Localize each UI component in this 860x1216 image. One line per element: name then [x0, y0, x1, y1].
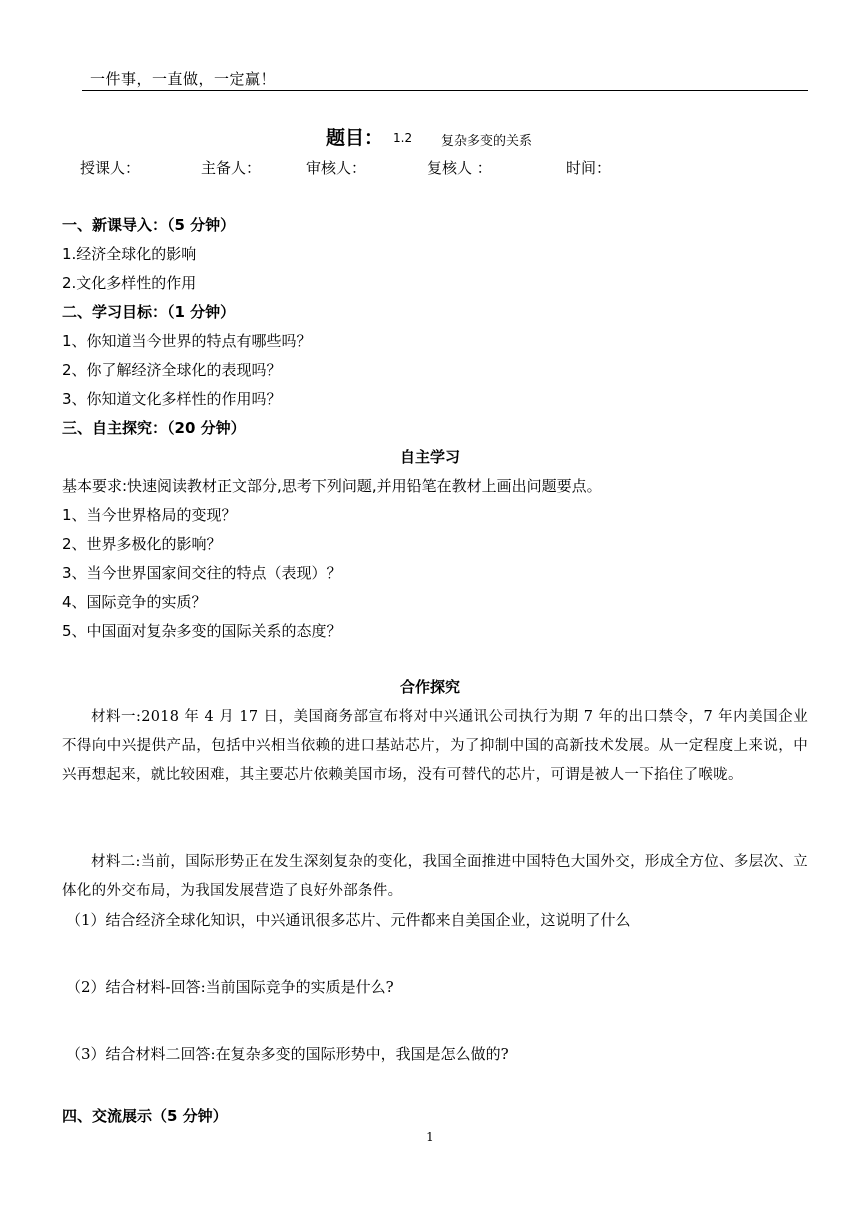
meta-time: 时间：	[566, 159, 612, 177]
study-question: 5、中国面对复杂多变的国际关系的态度？	[62, 622, 342, 640]
page-number: 1	[426, 1130, 434, 1144]
study-question: 2、世界多极化的影响？	[62, 535, 222, 553]
coop-question-3: （3）结合材料二回答:在复杂多变的国际形势中，我国是怎么做的?	[66, 1045, 509, 1063]
section1-item: 2.文化多样性的作用	[62, 274, 197, 292]
header-divider	[82, 90, 808, 91]
meta-teacher: 授课人：	[80, 159, 141, 177]
title-label: 题目：	[326, 127, 384, 149]
section4-heading: 四、交流展示（5 分钟）	[62, 1107, 228, 1125]
section3-heading: 三、自主探究：（20 分钟）	[62, 419, 246, 437]
coop-study-title: 合作探究	[399, 678, 460, 696]
coop-question-2: （2）结合材料-回答:当前国际竞争的实质是什么?	[66, 978, 394, 996]
section2-item: 2、你了解经济全球化的表现吗？	[62, 361, 282, 379]
section2-item: 1、你知道当今世界的特点有哪些吗？	[62, 332, 312, 350]
study-requirement: 基本要求:快速阅读教材正文部分,思考下列问题,并用铅笔在教材上画出问题要点。	[62, 477, 602, 495]
header-motto: 一件事，一直做，一定赢！	[90, 70, 277, 88]
study-question: 1、当今世界格局的变现？	[62, 506, 237, 524]
section2-item: 3、你知道文化多样性的作用吗？	[62, 390, 282, 408]
coop-question-1: （1）结合经济全球化知识，中兴通讯很多芯片、元件都来自美国企业，这说明了什么	[66, 911, 631, 929]
self-study-title: 自主学习	[399, 448, 460, 466]
section2-heading: 二、学习目标：（1 分钟）	[62, 303, 236, 321]
meta-rechecker: 复核人 ：	[427, 159, 492, 177]
study-question: 4、国际竞争的实质？	[62, 593, 207, 611]
section1-item: 1.经济全球化的影响	[62, 245, 197, 263]
study-question: 3、当今世界国家间交往的特点（表现）？	[62, 564, 342, 582]
material-two: 材料二:当前，国际形势正在发生深刻复杂的变化，我国全面推进中国特色大国外交，形成全方位、多层次、立体化的外交布局，为我国发展营造了良好外部条件。	[62, 854, 808, 899]
material-one: 材料一:2018 年 4 月 17 日，美国商务部宣布将对中兴通讯公司执行为期 7 年的出口禁令，7 年内美国企业不得向中兴提供产品，包括中兴相当依赖的进口基站芯片，为了抑制中国的高新技术发展。从一定程度上来说，中兴再想起来，就比较困难，其主要芯片依赖美国市场，没有可替代的芯片，可谓是被人一下掐住了喉咙。	[62, 709, 808, 783]
title-number: 1.2	[393, 131, 413, 145]
title-text: 复杂多变的关系	[441, 134, 533, 149]
meta-reviewer: 审核人：	[306, 159, 367, 177]
meta-preparer: 主备人：	[201, 159, 262, 177]
section1-heading: 一、新课导入：（5 分钟）	[62, 216, 236, 234]
